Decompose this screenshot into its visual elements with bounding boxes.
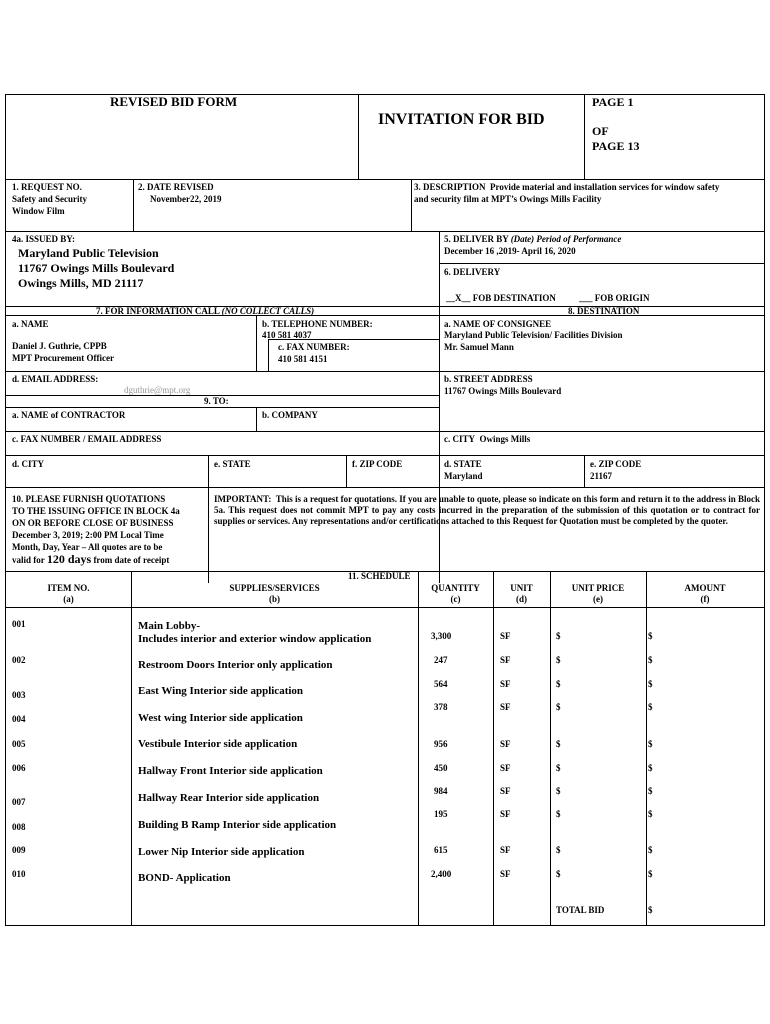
email-label: d. EMAIL ADDRESS: <box>12 374 99 384</box>
street-value: 11767 Owings Mills Boulevard <box>444 386 562 396</box>
item-desc: BOND- Application <box>138 872 231 884</box>
col-header-quantity: QUANTITY (c) <box>431 583 480 604</box>
item-unit: SF <box>500 631 511 641</box>
contact-name: Daniel J. Guthrie, CPPB <box>12 341 107 351</box>
divider <box>418 571 419 926</box>
item-unit-price[interactable]: $ <box>556 631 561 641</box>
col-header-unit-price: UNIT PRICE (e) <box>571 583 625 604</box>
item-unit: SF <box>500 786 511 796</box>
item-amount[interactable]: $ <box>648 763 653 773</box>
main-title: INVITATION FOR BID <box>378 111 545 128</box>
item-qty: 195 <box>434 809 448 819</box>
to-label: 9. TO: <box>204 396 229 406</box>
contact-title: MPT Procurement Officer <box>12 353 114 363</box>
page-total: PAGE 13 <box>592 139 640 153</box>
item-unit: SF <box>500 809 511 819</box>
item-qty: 956 <box>434 739 448 749</box>
item-no: 003 <box>12 690 26 700</box>
item-no: 010 <box>12 869 26 879</box>
item-amount[interactable]: $ <box>648 869 653 879</box>
fob-destination-option[interactable]: __X__ FOB DESTINATION <box>446 293 556 303</box>
city-value: Owings Mills <box>479 434 531 444</box>
item-qty: 378 <box>434 702 448 712</box>
item-no: 005 <box>12 739 26 749</box>
item-amount[interactable]: $ <box>648 702 653 712</box>
request-no-label: 1. REQUEST NO. <box>12 182 82 192</box>
bid-form <box>5 94 765 926</box>
phone-value: 410 581 4037 <box>262 330 312 340</box>
divider <box>6 431 764 432</box>
quote-validity: valid for 120 days from date of receipt <box>12 552 170 566</box>
item-no: 004 <box>12 714 26 724</box>
item-no: 006 <box>12 763 26 773</box>
item-desc: Restroom Doors Interior only application <box>138 659 333 671</box>
total-bid-label: TOTAL BID <box>556 905 605 915</box>
item-unit-price[interactable]: $ <box>556 809 561 819</box>
item-amount[interactable]: $ <box>648 845 653 855</box>
issuer-name: Maryland Public Television <box>18 246 159 260</box>
dest-state-label: d. STATE <box>444 459 482 469</box>
destination-label: 8. DESTINATION <box>568 306 640 316</box>
divider <box>6 455 764 456</box>
item-desc: West wing Interior side application <box>138 712 303 724</box>
contractor-zip-label: f. ZIP CODE <box>352 459 403 469</box>
item-unit: SF <box>500 679 511 689</box>
divider <box>584 455 585 487</box>
divider <box>358 95 359 179</box>
divider <box>6 487 764 488</box>
divider <box>346 455 347 487</box>
col-header-supplies: SUPPLIES/SERVICES (b) <box>229 583 320 604</box>
quote-instruction: Month, Day, Year – All quotes are to be <box>12 542 163 552</box>
item-unit: SF <box>500 655 511 665</box>
item-no: 002 <box>12 655 26 665</box>
form-title: REVISED BID FORM <box>110 94 238 109</box>
item-desc: Lower Nip Interior side application <box>138 846 305 858</box>
divider <box>646 571 647 926</box>
total-bid-amount[interactable]: $ <box>648 905 653 915</box>
item-unit: SF <box>500 845 511 855</box>
divider <box>439 231 440 583</box>
company-label: b. COMPANY <box>262 410 318 420</box>
date-revised-value: November22, 2019 <box>150 194 222 204</box>
dest-state-value: Maryland <box>444 471 483 481</box>
divider <box>256 315 257 371</box>
quote-instruction: ON OR BEFORE CLOSE OF BUSINESS <box>12 518 174 528</box>
divider <box>6 371 764 372</box>
item-unit: SF <box>500 739 511 749</box>
request-no-value: Safety and Security <box>12 194 87 204</box>
item-unit-price[interactable]: $ <box>556 739 561 749</box>
divider <box>411 179 412 231</box>
divider <box>133 179 134 231</box>
item-qty: 247 <box>434 655 448 665</box>
contractor-city-label: d. CITY <box>12 459 45 469</box>
deliver-by-value: December 16 ,2019- April 16, 2020 <box>444 246 576 256</box>
consignee-contact: Mr. Samuel Mann <box>444 342 514 352</box>
item-qty: 984 <box>434 786 448 796</box>
item-amount[interactable]: $ <box>648 679 653 689</box>
item-desc: Includes interior and exterior window application <box>138 633 372 645</box>
quote-instruction: TO THE ISSUING OFFICE IN BLOCK 4a <box>12 506 180 516</box>
item-desc: Hallway Front Interior side application <box>138 765 323 777</box>
item-desc: Building B Ramp Interior side application <box>138 819 337 831</box>
item-unit-price[interactable]: $ <box>556 655 561 665</box>
item-no: 007 <box>12 797 26 807</box>
description-text: and security film at MPT’s Owings Mills Facility <box>414 194 602 204</box>
item-amount[interactable]: $ <box>648 786 653 796</box>
info-call-label: 7. FOR INFORMATION CALL (NO COLLECT CALLS) <box>96 306 315 316</box>
page-label: PAGE 1 <box>592 95 634 109</box>
item-desc: Main Lobby- <box>138 620 201 632</box>
contact-name-label: a. NAME <box>12 319 49 329</box>
email-value[interactable]: dguthrie@mpt.org <box>124 385 191 395</box>
schedule-title: 11. SCHEDULE <box>348 571 411 581</box>
dest-zip-label: e. ZIP CODE <box>590 459 642 469</box>
item-unit: SF <box>500 869 511 879</box>
date-revised-label: 2. DATE REVISED <box>138 182 214 192</box>
request-no-value: Window Film <box>12 206 65 216</box>
item-qty: 3,300 <box>431 631 452 641</box>
item-qty: 564 <box>434 679 448 689</box>
divider <box>268 339 269 371</box>
fax-label: c. FAX NUMBER: <box>278 342 350 352</box>
divider <box>6 607 764 608</box>
contractor-name-label: a. NAME of CONTRACTOR <box>12 410 126 420</box>
divider <box>6 407 439 408</box>
divider <box>493 571 494 926</box>
item-unit: SF <box>500 702 511 712</box>
divider <box>6 179 764 180</box>
divider <box>439 263 764 264</box>
page-of-label: OF <box>592 124 609 138</box>
item-unit: SF <box>500 763 511 773</box>
divider <box>550 571 551 926</box>
item-desc: Hallway Rear Interior side application <box>138 792 320 804</box>
item-unit-price[interactable]: $ <box>556 845 561 855</box>
consignee-label: a. NAME OF CONSIGNEE <box>444 319 552 329</box>
item-desc: Vestibule Interior side application <box>138 738 298 750</box>
item-qty: 450 <box>434 763 448 773</box>
fax-value: 410 581 4151 <box>278 354 328 364</box>
divider <box>256 407 257 431</box>
deliver-by-label: 5. DELIVER BY (Date) Period of Performance <box>444 234 622 244</box>
divider <box>208 455 209 583</box>
delivery-label: 6. DELIVERY <box>444 267 501 277</box>
consignee-name: Maryland Public Television/ Facilities Division <box>444 330 623 340</box>
item-desc: East Wing Interior side application <box>138 685 304 697</box>
item-no: 001 <box>12 619 26 629</box>
fax-email-label: c. FAX NUMBER / EMAIL ADDRESS <box>12 434 162 444</box>
col-header-unit: UNIT (d) <box>510 583 533 604</box>
item-no: 009 <box>12 845 26 855</box>
divider <box>131 571 132 926</box>
col-header-amount: AMOUNT (f) <box>684 583 726 604</box>
street-label: b. STREET ADDRESS <box>444 374 533 384</box>
item-amount[interactable]: $ <box>648 655 653 665</box>
item-unit-price[interactable]: $ <box>556 702 561 712</box>
issuer-city: Owings Mills, MD 21117 <box>18 276 144 290</box>
item-amount[interactable]: $ <box>648 809 653 819</box>
item-qty: 615 <box>434 845 448 855</box>
quote-deadline: December 3, 2019; 2:00 PM Local Time <box>12 530 164 540</box>
fob-destination-mark: __X__ <box>446 293 471 303</box>
divider <box>584 95 585 179</box>
item-qty: 2,400 <box>431 869 452 879</box>
item-no: 008 <box>12 822 26 832</box>
description-label: 3. DESCRIPTION Provide material and installation services for window safety <box>414 182 720 192</box>
city-label: c. CITY Owings Mills <box>444 434 531 444</box>
dest-zip-value: 21167 <box>590 471 613 481</box>
important-notice: IMPORTANT: This is a request for quotations. If you are unable to quote, please so indicate on this form and return it to the address in Block 5a. This request does not commit MPT to pay any costs incurred in the preparation of the submission of this quotation or to contract for supplies or services. Any representations and/or certifications attached to this Request for Quotation must be completed by the quoter. <box>214 494 760 526</box>
item-unit-price[interactable]: $ <box>556 679 561 689</box>
item-unit-price[interactable]: $ <box>556 869 561 879</box>
quote-instruction: 10. PLEASE FURNISH QUOTATIONS <box>12 494 166 504</box>
phone-label: b. TELEPHONE NUMBER: <box>262 319 373 329</box>
description-text: Provide material and installation services for window safety <box>490 182 720 192</box>
issuer-street: 11767 Owings Mills Boulevard <box>18 261 175 275</box>
divider <box>6 231 764 232</box>
item-unit-price[interactable]: $ <box>556 763 561 773</box>
item-unit-price[interactable]: $ <box>556 786 561 796</box>
fob-origin-mark: ___ <box>579 293 593 303</box>
col-header-item-no: ITEM NO. (a) <box>47 583 90 604</box>
item-amount[interactable]: $ <box>648 631 653 641</box>
contractor-state-label: e. STATE <box>214 459 251 469</box>
fob-origin-option[interactable]: ___ FOB ORIGIN <box>579 293 650 303</box>
item-amount[interactable]: $ <box>648 739 653 749</box>
issued-by-label: 4a. ISSUED BY: <box>12 234 75 244</box>
